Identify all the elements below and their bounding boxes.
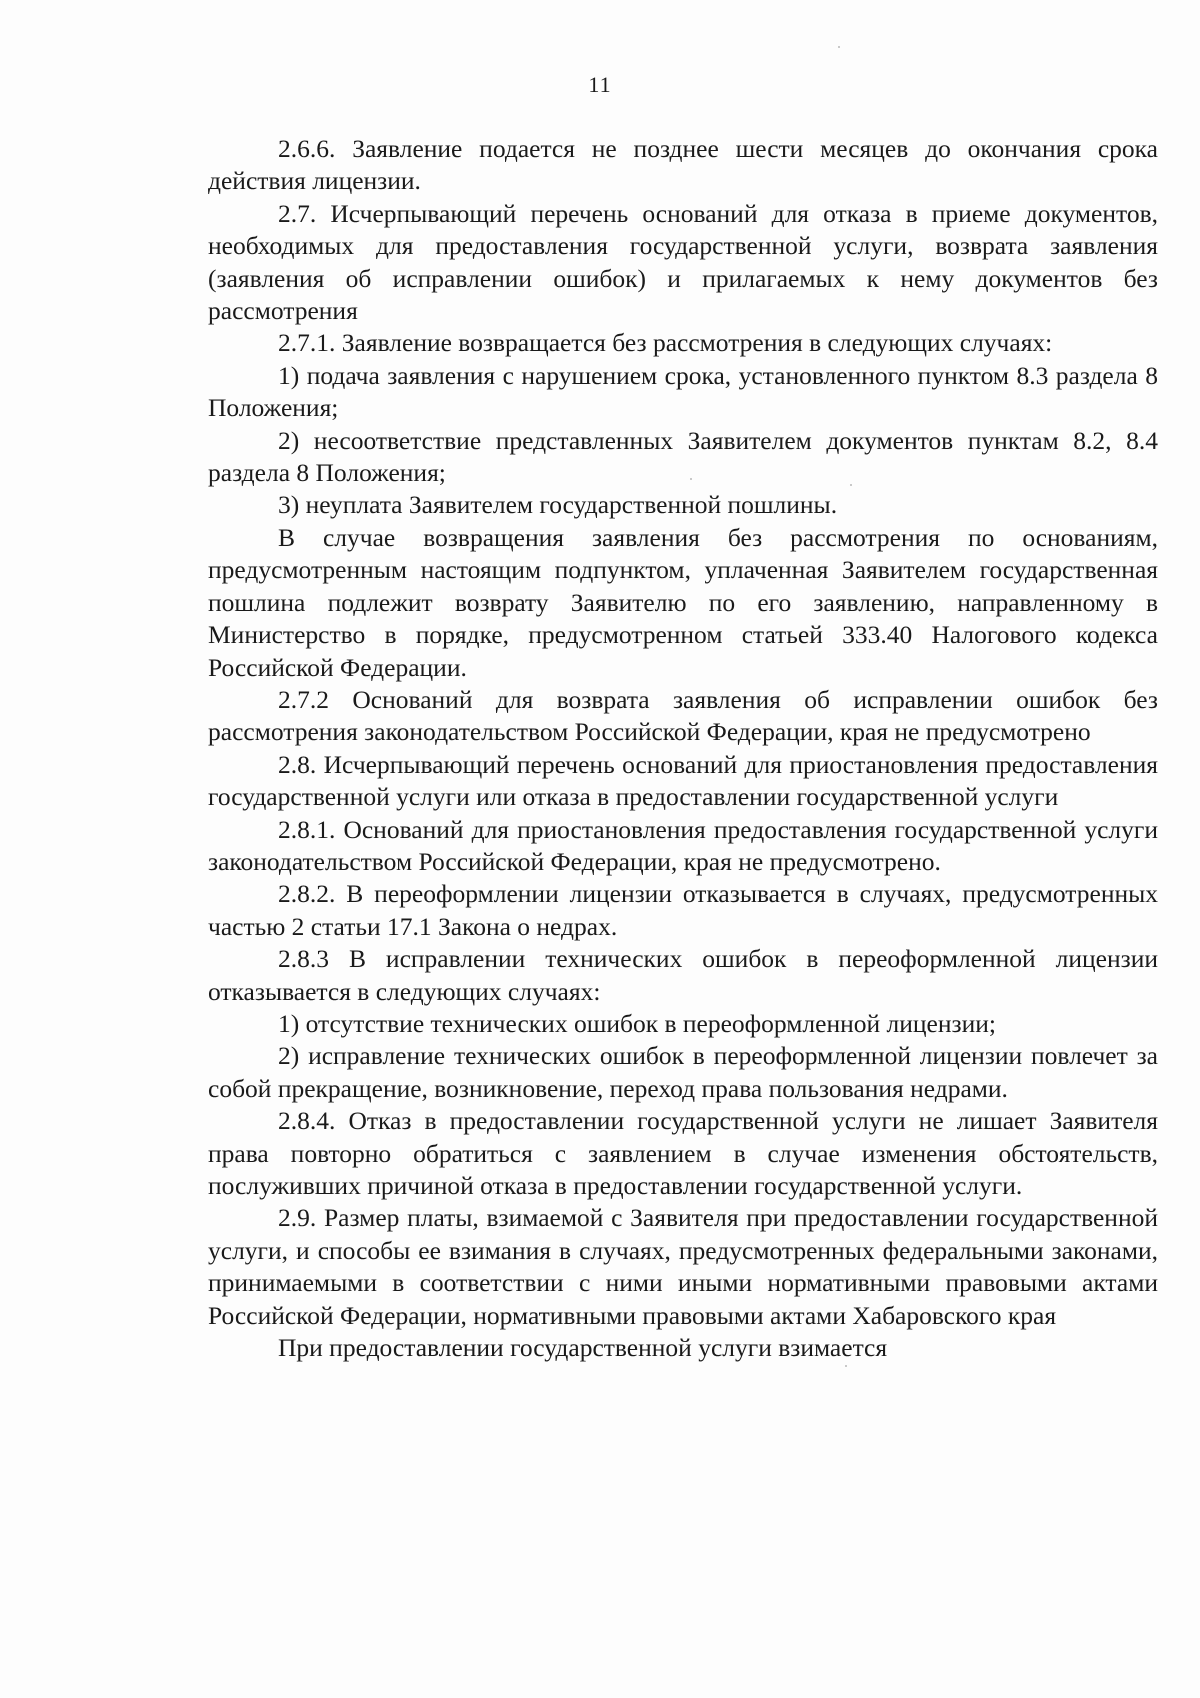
paragraph-2-8-3: 2.8.3 В исправлении технических ошибок в переоформленной лицензии отказывается в следующих случаях: [208, 944, 1158, 1006]
paragraph-2-8-1: 2.8.1. Оснований для приостановления предоставления государственной услуги законодательством Российской Федерации, края не предусмотрено. [208, 814, 1158, 876]
scan-speck [850, 484, 852, 486]
paragraph-2-7: 2.7. Исчерпывающий перечень оснований для отказа в приеме документов, необходимых для предоставления государственной услуги, возврата заявления (заявления об исправлении ошибок) и прилагаемых к нему документов без рассмотрения [208, 198, 1158, 326]
paragraph-2-7-2: 2.7.2 Оснований для возврата заявления об исправлении ошибок без рассмотрения законодательством Российской Федерации, края не предусмотрено [208, 684, 1158, 747]
scan-speck [690, 478, 692, 480]
paragraph-2-6-6: 2.6.6. Заявление подается не позднее шести месяцев до окончания срока действия лицензии. [208, 134, 1158, 196]
list-item-2-8-3-2: 2) исправление технических ошибок в переоформленной лицензии повлечет за собой прекращение, возникновение, переход права пользования недрами. [208, 1041, 1158, 1103]
paragraph-2-8: 2.8. Исчерпывающий перечень оснований для приостановления предоставления государственной услуги или отказа в предоставлении государственной услуги [208, 749, 1158, 812]
paragraph-fee-charged: При предоставлении государственной услуги взимается [278, 1333, 888, 1363]
document-body [208, 133, 1158, 1364]
paragraph-2-8-4: 2.8.4. Отказ в предоставлении государственной услуги не лишает Заявителя права повторно обратиться с заявлением в случае изменения обстоятельств, послуживших причиной отказа в предоставлении государственной услуги. [208, 1106, 1158, 1200]
list-item-2-7-1-3: 3) неуплата Заявителем государственной пошлины. [278, 490, 838, 520]
scan-speck [838, 46, 840, 48]
paragraph-2-7-1: 2.7.1. Заявление возвращается без рассмотрения в следующих случаях: [278, 328, 1053, 358]
list-item-2-7-1-1: 1) подача заявления с нарушением срока, установленного пунктом 8.3 раздела 8 Положения; [208, 360, 1158, 423]
list-item-2-7-1-2: 2) несоответствие представленных Заявителем документов пунктам 8.2, 8.4 раздела 8 Положения; [208, 425, 1158, 488]
list-item-2-8-3-1: 1) отсутствие технических ошибок в переоформленной лицензии; [278, 1008, 996, 1038]
paragraph-2-8-2: 2.8.2. В переоформлении лицензии отказывается в случаях, предусмотренных частью 2 статьи 17.1 Закона о недрах. [208, 879, 1158, 941]
page-number: 11 [588, 72, 612, 97]
scan-speck [845, 1365, 847, 1367]
paragraph-return-fee: В случае возвращения заявления без рассмотрения по основаниям, предусмотренным настоящим подпунктом, уплаченная Заявителем государственная пошлина подлежит возврату Заявителю по его заявлению, направленному в Министерство в порядке, предусмотренном статьей 333.40 Налогового кодекса Российской Федерации. [208, 522, 1158, 682]
paragraph-2-9: 2.9. Размер платы, взимаемой с Заявителя при предоставлении государственной услуги, и способы ее взимания в случаях, предусмотренных федеральными законами, принимаемыми в соответствии с ними иными нормативными правовыми актами Российской Федерации, нормативными правовыми актами Хабаровского края [208, 1203, 1158, 1330]
